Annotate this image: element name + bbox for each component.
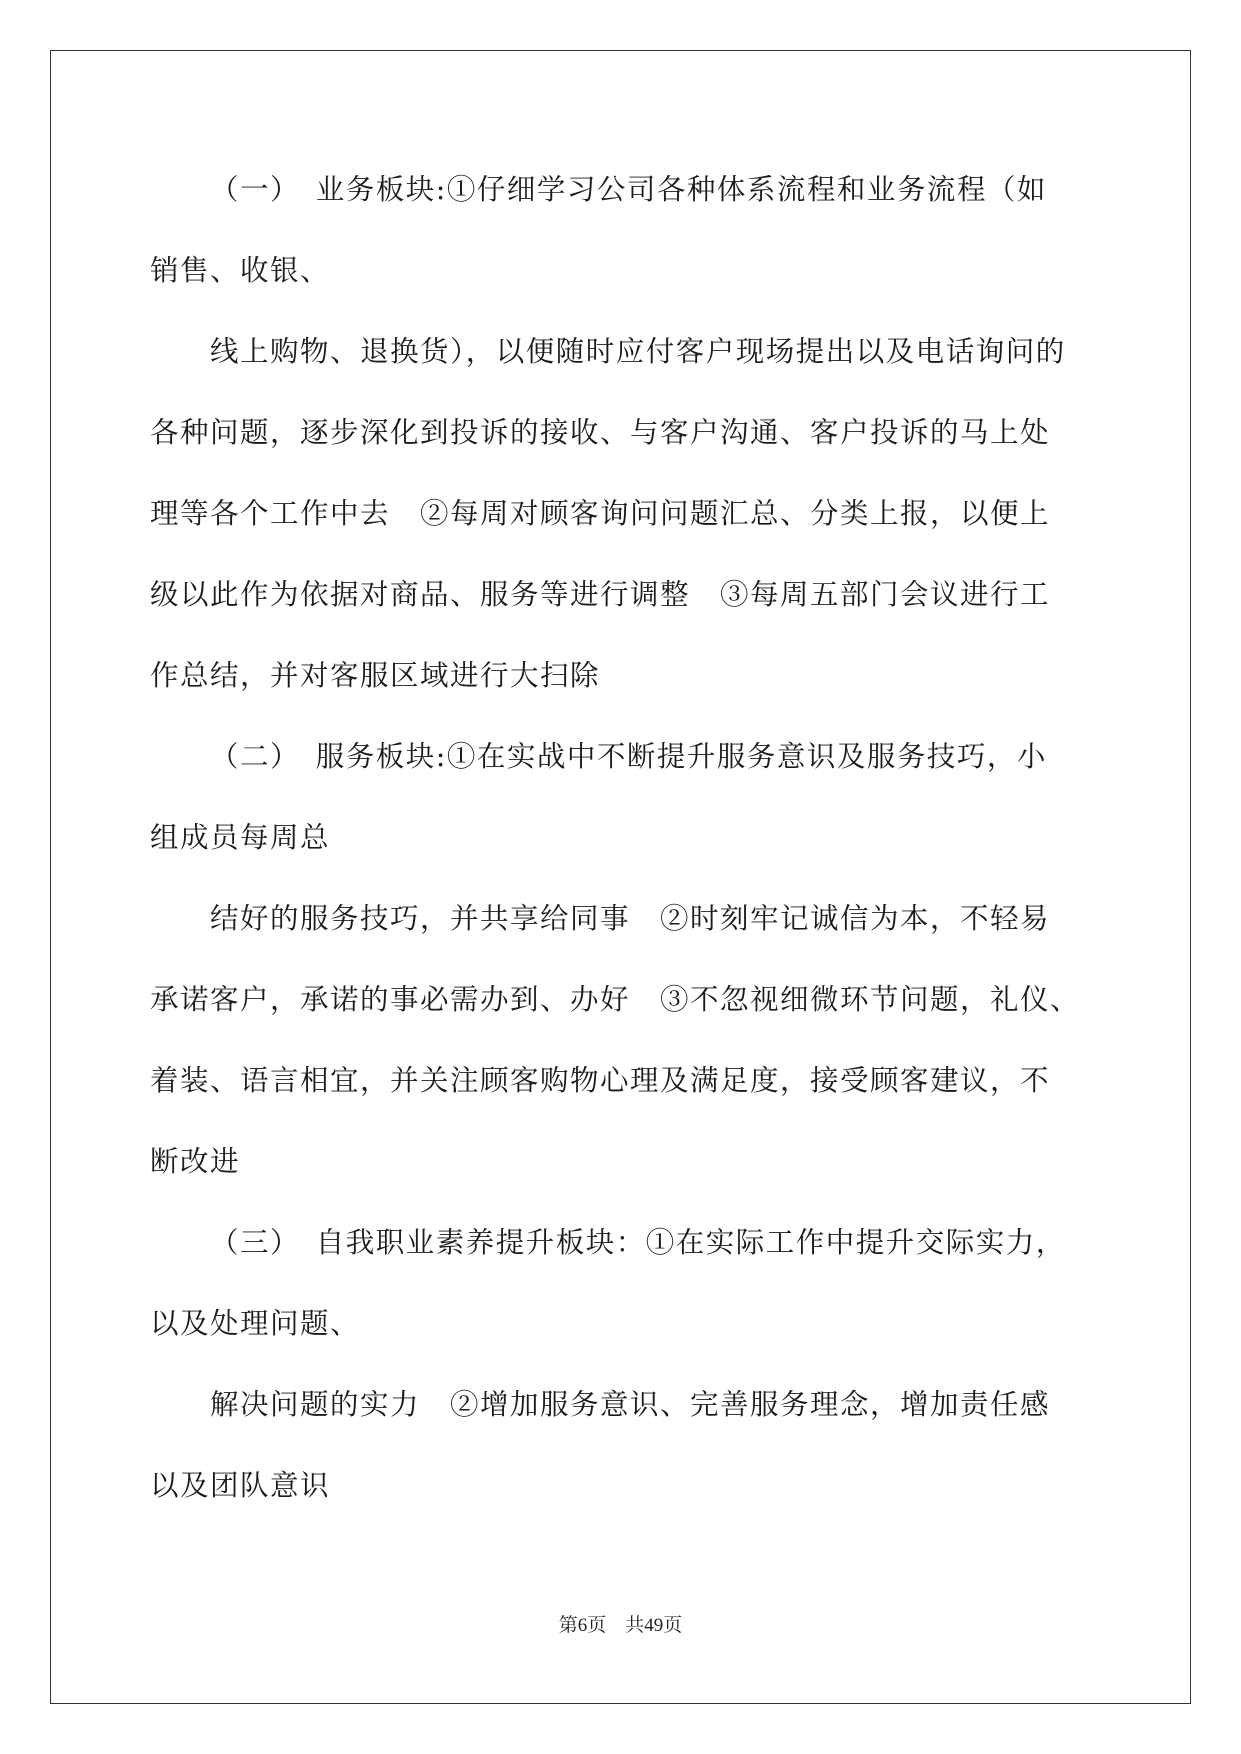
text-line: 各种问题，逐步深化到投诉的接收、与客户沟通、客户投诉的马上处: [150, 416, 1051, 449]
text-line: （三） 自我职业素养提升板块：①在实际工作中提升交际实力，: [210, 1226, 1066, 1259]
text-line: 销售、收银、: [150, 254, 331, 287]
text-line: 以及团队意识: [150, 1469, 331, 1502]
page-number: 第6页 共49页: [558, 1615, 683, 1636]
text-line: 作总结，并对客服区域进行大扫除: [150, 659, 601, 692]
text-line: 线上购物、退换货），以便随时应付客户现场提出以及电话询问的: [210, 335, 1066, 368]
text-line: 承诺客户，承诺的事必需办到、办好 ③不忽视细微环节问题，礼仪、: [150, 983, 1081, 1016]
text-line: 以及处理问题、: [150, 1307, 361, 1340]
text-line: （一） 业务板块:①仔细学习公司各种体系流程和业务流程（如: [210, 173, 1047, 206]
text-line: 断改进: [150, 1145, 241, 1178]
text-line: 着装、语言相宜，并关注顾客购物心理及满足度，接受顾客建议，不: [150, 1064, 1051, 1097]
text-line: （二） 服务板块:①在实战中不断提升服务意识及服务技巧，小: [210, 740, 1047, 773]
text-line: 理等各个工作中去 ②每周对顾客询问问题汇总、分类上报，以便上: [150, 497, 1051, 530]
document-body: [150, 160, 1090, 1537]
text-line: 结好的服务技巧，并共享给同事 ②时刻牢记诚信为本，不轻易: [210, 902, 1051, 935]
text-line: 级以此作为依据对商品、服务等进行调整 ③每周五部门会议进行工: [150, 578, 1051, 611]
text-line: 组成员每周总: [150, 821, 331, 854]
text-line: 解决问题的实力 ②增加服务意识、完善服务理念，增加责任感: [210, 1388, 1051, 1421]
